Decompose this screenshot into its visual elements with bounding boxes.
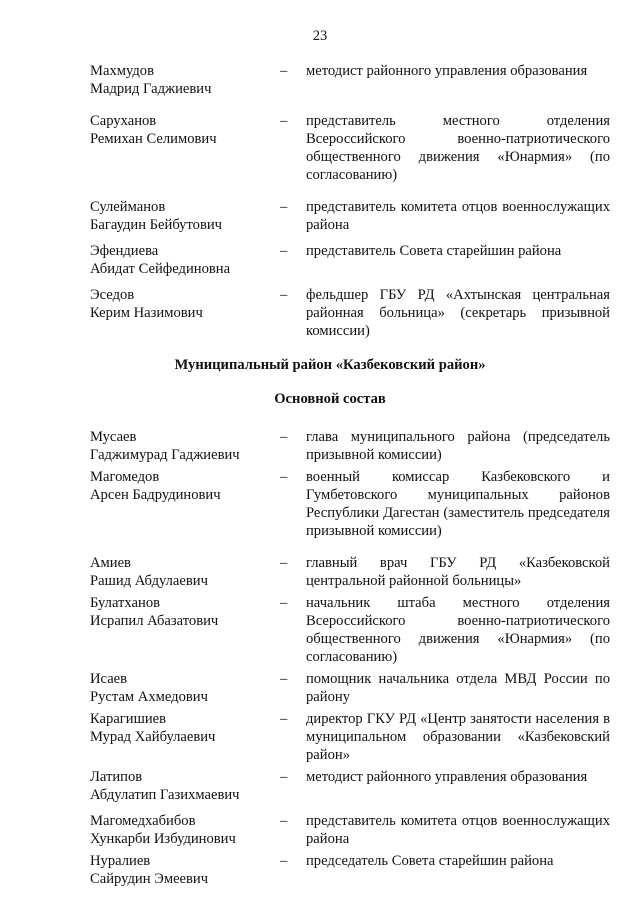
member-role: директор ГКУ РД «Центр занятости населения в муниципальном образовании «Казбековский район» <box>306 711 610 763</box>
dash-separator: – <box>280 671 288 687</box>
member-given-names: Сайрудин Эмеевич <box>90 871 209 887</box>
member-entry <box>90 286 610 340</box>
member-role: методист районного управления образования <box>306 769 588 785</box>
member-name <box>90 242 280 278</box>
member-surname: Магомедов <box>90 469 160 485</box>
member-given-names: Керим Назимович <box>90 305 203 321</box>
member-name <box>90 428 280 464</box>
member-role: представитель комитета отцов военнослужащих района <box>306 199 610 233</box>
page-number: 23 <box>312 28 328 44</box>
member-given-names: Рустам Ахмедович <box>90 689 208 705</box>
member-surname: Булатханов <box>90 595 161 611</box>
dash-separator: – <box>280 243 288 259</box>
member-entry <box>90 710 610 764</box>
member-role: помощник начальника отдела МВД России по району <box>306 671 610 705</box>
member-surname: Амиев <box>90 555 131 571</box>
member-given-names: Гаджимурад Гаджиевич <box>90 447 240 463</box>
member-surname: Махмудов <box>90 63 154 79</box>
member-surname: Исаев <box>90 671 128 687</box>
member-name <box>90 554 280 590</box>
member-entry <box>90 812 610 848</box>
member-entry <box>90 468 610 540</box>
member-entry <box>90 198 610 234</box>
dash-separator: – <box>280 595 288 611</box>
dash-separator: – <box>280 555 288 571</box>
section-heading: Основной состав <box>274 391 386 407</box>
member-name <box>90 112 280 184</box>
member-name <box>90 198 280 234</box>
member-entry <box>90 594 610 666</box>
member-role: фельдшер ГБУ РД «Ахтынская центральная районная больница» (секретарь призывной комиссии) <box>306 287 610 339</box>
member-entry <box>90 428 610 464</box>
member-entry <box>90 112 610 184</box>
dash-separator: – <box>280 853 288 869</box>
member-entry <box>90 852 610 888</box>
member-name <box>90 670 280 706</box>
member-surname: Нуралиев <box>90 853 151 869</box>
member-surname: Эфендиева <box>90 243 159 259</box>
member-surname: Эседов <box>90 287 135 303</box>
member-role: глава муниципального района (председатель призывной комиссии) <box>306 429 610 463</box>
member-role: военный комиссар Казбековского и Гумбетовского муниципальных районов Республики Дагестан (заместитель председателя призывной комиссии) <box>306 469 610 539</box>
member-given-names: Абидат Сейфединовна <box>90 261 231 277</box>
member-name <box>90 468 280 540</box>
member-role: методист районного управления образования <box>306 63 588 79</box>
member-role: главный врач ГБУ РД «Казбековской центральной районной больницы» <box>306 555 610 589</box>
member-entry <box>90 242 610 278</box>
member-name <box>90 812 280 848</box>
member-surname: Мусаев <box>90 429 137 445</box>
dash-separator: – <box>280 711 288 727</box>
member-entry <box>90 768 610 804</box>
dash-separator: – <box>280 199 288 215</box>
member-entry <box>90 62 610 98</box>
member-surname: Карагишиев <box>90 711 167 727</box>
member-name <box>90 852 280 888</box>
member-given-names: Мурад Хайбулаевич <box>90 729 216 745</box>
member-given-names: Багаудин Бейбутович <box>90 217 223 233</box>
member-given-names: Исрапил Абазатович <box>90 613 219 629</box>
member-surname: Магомедхабибов <box>90 813 196 829</box>
member-given-names: Абдулатип Газихмаевич <box>90 787 240 803</box>
member-given-names: Арсен Бадрудинович <box>90 487 221 503</box>
member-surname: Латипов <box>90 769 143 785</box>
dash-separator: – <box>280 63 288 79</box>
member-given-names: Мадрид Гаджиевич <box>90 81 212 97</box>
dash-separator: – <box>280 113 288 129</box>
section-heading: Муниципальный район «Казбековский район» <box>174 357 486 373</box>
member-name <box>90 710 280 764</box>
member-given-names: Хункарби Избудинович <box>90 831 236 847</box>
dash-separator: – <box>280 469 288 485</box>
dash-separator: – <box>280 813 288 829</box>
member-role: представитель Совета старейшин района <box>306 243 562 259</box>
member-role: председатель Совета старейшин района <box>306 853 554 869</box>
member-name <box>90 594 280 666</box>
dash-separator: – <box>280 429 288 445</box>
member-surname: Саруханов <box>90 113 157 129</box>
member-role: начальник штаба местного отделения Всероссийского военно-патриотического общественного движения «Юнармия» (по согласованию) <box>306 595 610 665</box>
member-entry <box>90 554 610 590</box>
member-role: представитель местного отделения Всероссийского военно-патриотического общественного движения «Юнармия» (по согласованию) <box>306 113 610 183</box>
member-entry <box>90 670 610 706</box>
dash-separator: – <box>280 287 288 303</box>
member-role: представитель комитета отцов военнослужащих района <box>306 813 610 847</box>
member-given-names: Ремихан Селимович <box>90 131 217 147</box>
member-name <box>90 62 280 98</box>
member-name <box>90 768 280 804</box>
commission-list <box>90 62 610 888</box>
dash-separator: – <box>280 769 288 785</box>
member-surname: Сулейманов <box>90 199 166 215</box>
member-given-names: Рашид Абдулаевич <box>90 573 208 589</box>
member-name <box>90 286 280 340</box>
